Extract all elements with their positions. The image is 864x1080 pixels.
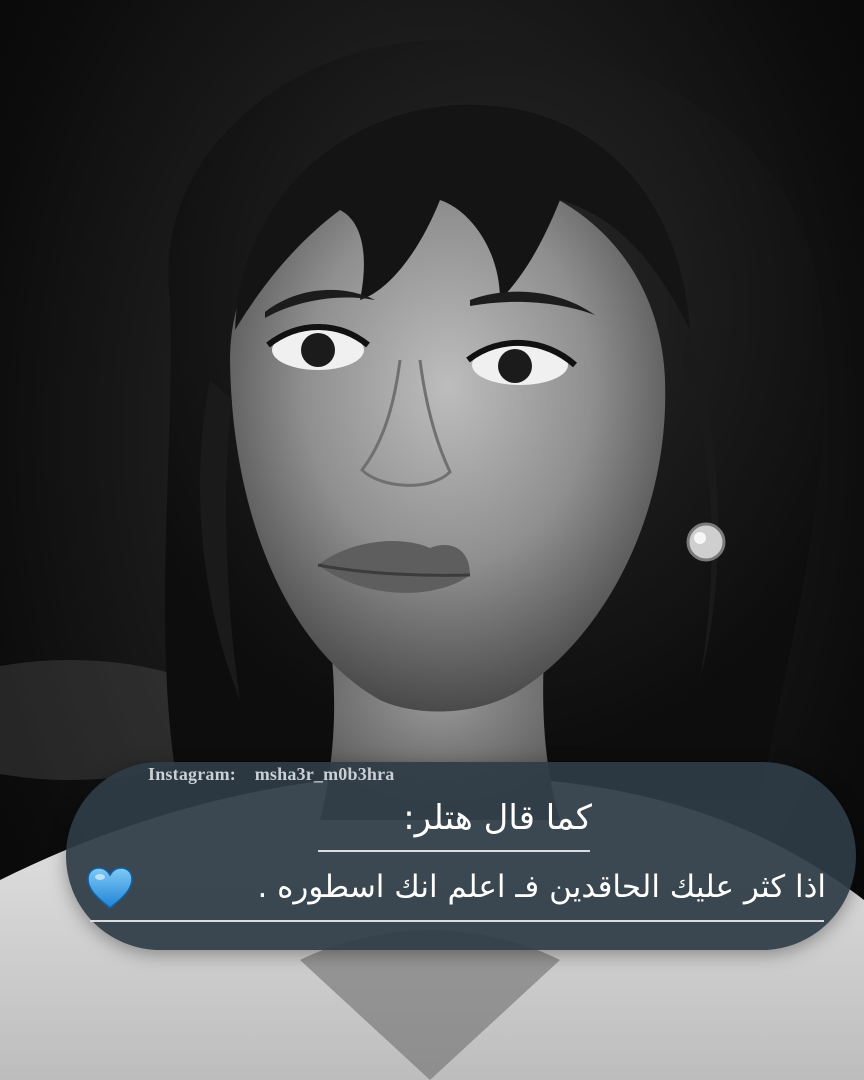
body-underline <box>90 920 824 922</box>
watermark-label: Instagram: <box>148 764 236 784</box>
watermark-handle: msha3r_m0b3hra <box>254 764 395 784</box>
quote-title: كما قال هتلر: <box>403 798 592 838</box>
title-underline <box>318 850 590 852</box>
instagram-watermark <box>148 764 395 785</box>
blue-heart-icon <box>86 866 134 910</box>
quote-body: اذا كثر عليك الحاقدين فـ اعلم انك اسطوره . <box>257 869 826 905</box>
